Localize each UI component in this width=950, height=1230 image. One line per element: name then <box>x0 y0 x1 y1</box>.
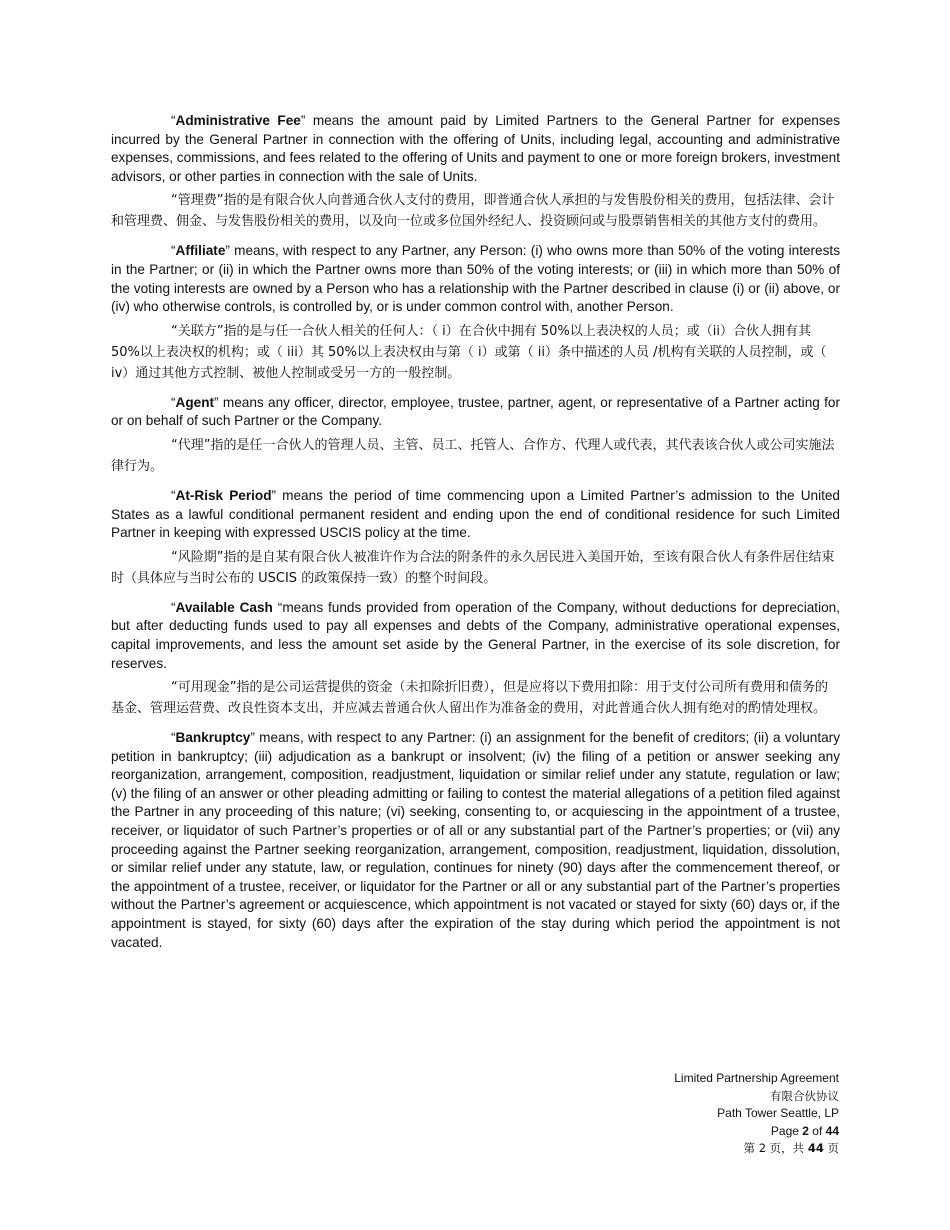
definition-text: means any officer, director, employee, trustee, partner, agent, or representative of a Partner acting for or on behalf of such Partner or the Company. <box>111 394 840 429</box>
definition-administrative-fee <box>111 112 840 232</box>
footer-title-en: Limited Partnership Agreement <box>674 1071 839 1085</box>
page-footer <box>539 1070 839 1158</box>
definition-at-risk-period <box>111 487 840 589</box>
definition-english: “Affiliate” means, with respect to any Partner, any Person: (i) who owns more than 50% of the voting interests in the Partner; or (ii) in which the Partner owns more than 50% of the voting interests; or (iii) in which more than 50% of the voting interests are owned by a Person who has a relationship with the Partner described in clause (i) or (ii) above, or (iv) who otherwise controls, is controlled by, or is under common control with, another Person. <box>111 243 840 315</box>
footer-page-number: Page 2 of 44 <box>770 1123 839 1138</box>
defined-term: At-Risk Period <box>175 487 272 503</box>
definition-text: means the amount paid by Limited Partners to the General Partner for expenses incurred by the General Partner in connection with the offering of Units, including legal, accounting and administrative expenses, commissions, and fees related to the offering of Units and payment to one or more foreign brokers, investment advisors, or other parties in connection with the sale of Units. <box>111 113 840 184</box>
definition-text: means, with respect to any Partner, any Person: (i) who owns more than 50% of the voting interests in the Partner; or (ii) in which the Partner owns more than 50% of the voting interests; or (iii) in which more than 50% of the voting interests are owned by a Person who has a relationship with the Partner described in clause (i) or (ii) above, or (iv) who otherwise controls, is controlled by, or is under common control with, another Person. <box>111 243 840 315</box>
footer-company: Path Tower Seattle, LP <box>717 1106 839 1120</box>
defined-term: Bankruptcy <box>175 730 251 746</box>
definition-english: “Agent” means any officer, director, employee, trustee, partner, agent, or representative of a Partner acting for or on behalf of such Partner or the Company. <box>111 394 840 429</box>
definition-text: means the period of time commencing upon a Limited Partner’s admission to the United States as a lawful conditional permanent resident and ending upon the end of conditional residence for such Limited Partner in keeping with expressed USCIS policy at the time. <box>111 487 840 541</box>
definition-chinese: “风险期”指的是自某有限合伙人被准许作为合法的附条件的永久居民进入美国开始，至该有限合伙人有条件居住结束时（具体应与当时公布的 USCIS 的政策保持一致）的整个时间段。 <box>111 549 835 586</box>
footer-page-number-zh: 第 2 页，共 44 页 <box>743 1141 839 1155</box>
definition-text: means funds provided from operation of the Company, without deductions for depreciation, but after deducting funds used to pay all expenses and debts of the Company, administrative operational expenses, capital improvements, and less the amount set aside by the General Partner, in the exercise of its sole discretion, for reserves. <box>111 599 840 671</box>
definition-bankruptcy <box>111 729 840 952</box>
definition-english: “Available Cash “means funds provided from operation of the Company, without deductions for depreciation, but after deducting funds used to pay all expenses and debts of the Company, administrative operational expenses, capital improvements, and less the amount set aside by the General Partner, in the exercise of its sole discretion, for reserves. <box>111 599 840 671</box>
definition-english: “Bankruptcy” means, with respect to any Partner: (i) an assignment for the benefit of creditors; (ii) a voluntary petition in bankruptcy; (iii) adjudication as a bankrupt or insolvent; (iv) the filing of a petition or answer seeking any reorganization, arrangement, composition, readjustment, liquidation or similar relief under any statute, regulation or law; (v) the filing of an answer or other pleading admitting or failing to contest the material allegations of a petition filed against the Partner in any proceeding of this nature; (vi) seeking, consenting to, or acquiescing in the appointment of a trustee, receiver, or liquidator of such Partner’s properties or of all or any substantial part of the Partner’s properties; or (vii) any proceeding against the Partner seeking reorganization, arrangement, composition, readjustment, liquidation, dissolution, or similar relief under any statute, law, or regulation, continues for ninety (90) days after the commencement thereof, or the appointment of a trustee, receiver, or liquidator for the Partner or all or any substantial part of the Partner’s properties without the Partner’s agreement or acquiescence, which appointment is not vacated or stayed for sixty (60) days or, if the appointment is stayed, for sixty (60) days after the expiration of the stay during which period the appointment is not vacated. <box>111 730 841 950</box>
footer-title-zh: 有限合伙协议 <box>770 1088 839 1103</box>
definitions-list <box>111 112 840 962</box>
definition-chinese: “关联方”指的是与任一合伙人相关的任何人：（ i）在合伙中拥有 50%以上表决权的人员；或（ii）合伙人拥有其 50%以上表决权的机构；或（ iii）其 50%以上表决权由与第（ i）或第（ ii）条中描述的人员 /机构有关联的人员控制，或（ iv）通过其他方式控制、被他人控制或受另一方的一般控制。 <box>111 323 827 381</box>
defined-term: Available Cash <box>175 599 273 615</box>
definition-agent <box>111 394 840 477</box>
definition-english: “At-Risk Period” means the period of time commencing upon a Limited Partner’s admission to the United States as a lawful conditional permanent resident and ending upon the end of conditional residence for such Limited Partner in keeping with expressed USCIS policy at the time. <box>111 487 840 541</box>
definition-affiliate <box>111 242 840 383</box>
definition-english: “Administrative Fee” means the amount paid by Limited Partners to the General Partner for expenses incurred by the General Partner in connection with the offering of Units, including legal, accounting and administrative expenses, commissions, and fees related to the offering of Units and payment to one or more foreign brokers, investment advisors, or other parties in connection with the sale of Units. <box>111 113 840 184</box>
defined-term: Agent <box>175 394 215 410</box>
defined-term: Administrative Fee <box>175 113 301 128</box>
definition-available-cash <box>111 599 840 719</box>
definition-text: means, with respect to any Partner: (i) an assignment for the benefit of creditors; (ii) a voluntary petition in bankruptcy; (iii) adjudication as a bankrupt or insolvent; (iv) the filing of a petition or answer seeking any reorganization, arrangement, composition, readjustment, liquidation or similar relief under any statute, regulation or law; (v) the filing of an answer or other pleading admitting or failing to contest the material allegations of a petition filed against the Partner in any proceeding of this nature; (vi) seeking, consenting to, or acquiescing in the appointment of a trustee, receiver, or liquidator of such Partner’s properties or of all or any substantial part of the Partner’s properties; or (vii) any proceeding against the Partner seeking reorganization, arrangement, composition, readjustment, liquidation, dissolution, or similar relief under any statute, law, or regulation, continues for ninety (90) days after the commencement thereof, or the appointment of a trustee, receiver, or liquidator for the Partner or all or any substantial part of the Partner’s properties without the Partner’s agreement or acquiescence, which appointment is not vacated or stayed for sixty (60) days or, if the appointment is stayed, for sixty (60) days after the expiration of the stay during which period the appointment is not vacated. <box>111 730 841 950</box>
definition-chinese: “代理”指的是任一合伙人的管理人员、主管、员工、托管人、合作方、代理人或代表，其代表该合伙人或公司实施法律行为。 <box>111 437 835 474</box>
definition-chinese: “可用现金”指的是公司运营提供的资金（未扣除折旧费），但是应将以下费用扣除：用于支付公司所有费用和债务的基金、管理运营费、改良性资本支出，并应减去普通合伙人留出作为准备金的费用，对此普通合伙人拥有绝对的酌情处理权。 <box>111 680 828 717</box>
definition-chinese: “管理费”指的是有限合伙人向普通合伙人支付的费用，即普通合伙人承担的与发售股份相关的费用，包括法律、会计和管理费、佣金、与发售股份相关的费用，以及向一位或多位国外经纪人、投资顾问或与股票销售相关的其他方支付的费用。 <box>111 193 835 230</box>
defined-term: Affiliate <box>175 243 226 259</box>
